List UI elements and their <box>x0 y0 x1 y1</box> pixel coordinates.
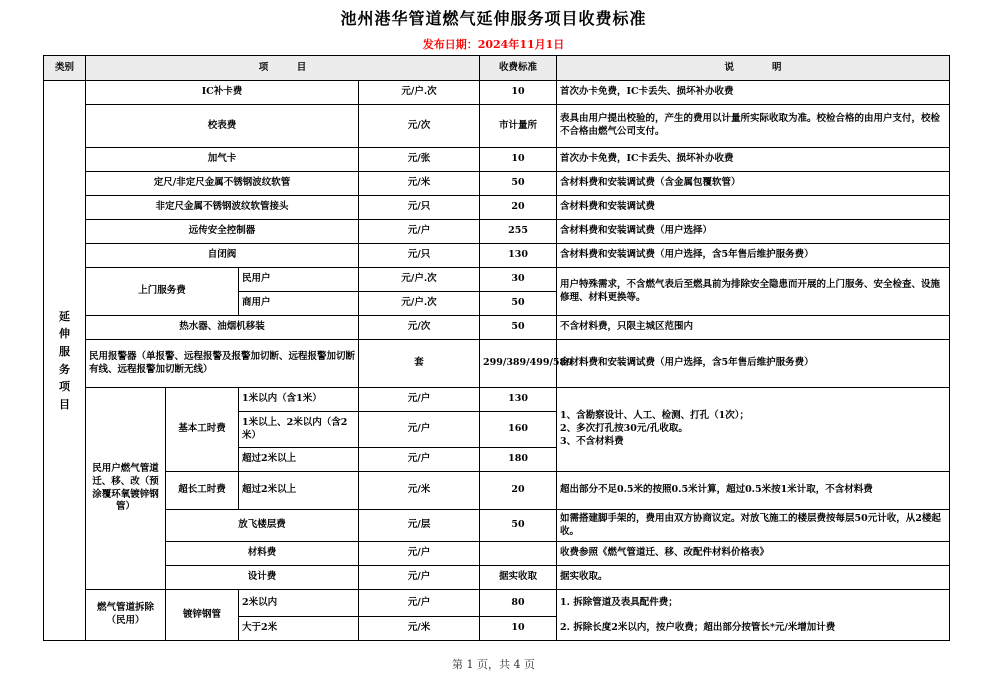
subitem-cell: 商用户 <box>239 292 359 316</box>
unit-cell: 元/层 <box>359 510 480 542</box>
item-cell: 校表费 <box>86 105 359 148</box>
table-row <box>44 566 950 590</box>
header-fee: 收费标准 <box>480 56 557 81</box>
fee-cell: 20 <box>480 472 557 510</box>
desc-cell: 首次办卡免费，IC卡丢失、损坏补办收费 <box>557 81 950 105</box>
table-row <box>44 148 950 172</box>
header-category: 类别 <box>44 56 86 81</box>
fee-cell: 50 <box>480 292 557 316</box>
header-desc: 说 明 <box>557 56 950 81</box>
fee-cell: 80 <box>480 590 557 617</box>
fee-cell: 据实收取 <box>480 566 557 590</box>
unit-cell: 元/户.次 <box>359 81 480 105</box>
fee-cell: 10 <box>480 148 557 172</box>
unit-cell: 元/户 <box>359 412 480 448</box>
unit-cell: 元/只 <box>359 196 480 220</box>
subgroup-cell: 基本工时费 <box>166 388 239 472</box>
desc-cell: 含材料费和安装调试费 <box>557 196 950 220</box>
unit-cell: 元/只 <box>359 244 480 268</box>
unit-cell: 元/户 <box>359 542 480 566</box>
desc-cell: 用户特殊需求，不含燃气表后至燃具前为排除安全隐患而开展的上门服务、安全检查、设施修理、材料更换等。 <box>557 268 950 316</box>
item-cell: IC补卡费 <box>86 81 359 105</box>
group-cell: 燃气管道拆除（民用） <box>86 590 166 641</box>
fee-table <box>43 55 950 641</box>
item-cell: 自闭阀 <box>86 244 359 268</box>
fee-cell: 160 <box>480 412 557 448</box>
range-cell: 大于2米 <box>239 617 359 641</box>
item-cell: 民用报警器（单报警、远程报警及报警加切断、远程报警加切断有线、远程报警加切断无线） <box>86 340 359 388</box>
table-row <box>44 172 950 196</box>
desc-cell: 超出部分不足0.5米的按照0.5米计算，超过0.5米按1米计取，不含材料费 <box>557 472 950 510</box>
item-cell: 定尺/非定尺金属不锈钢波纹软管 <box>86 172 359 196</box>
page-footer: 第 1 页，共 4 页 <box>452 658 535 671</box>
desc-cell: 首次办卡免费，IC卡丢失、损坏补办收费 <box>557 148 950 172</box>
subgroup-cell: 超长工时费 <box>166 472 239 510</box>
item-cell: 远传安全控制器 <box>86 220 359 244</box>
unit-cell: 元/米 <box>359 617 480 641</box>
range-cell: 1米以上、2米以内（含2米） <box>239 412 359 448</box>
desc-cell: 如需搭建脚手架的，费用由双方协商议定。对放飞施工的楼层费按每层50元计收，从2楼起收。 <box>557 510 950 542</box>
fee-cell: 50 <box>480 316 557 340</box>
unit-cell: 元/户 <box>359 448 480 472</box>
range-cell: 超过2米以上 <box>239 472 359 510</box>
item-cell: 材料费 <box>166 542 359 566</box>
fee-cell: 10 <box>480 617 557 641</box>
item-cell: 放飞楼层费 <box>166 510 359 542</box>
range-cell: 超过2米以上 <box>239 448 359 472</box>
unit-cell: 套 <box>359 340 480 388</box>
unit-cell: 元/户 <box>359 220 480 244</box>
unit-cell: 元/次 <box>359 105 480 148</box>
header-item: 项 目 <box>86 56 480 81</box>
item-cell: 上门服务费 <box>86 268 239 316</box>
desc-cell: 不含材料费，只限主城区范围内 <box>557 316 950 340</box>
fee-cell: 130 <box>480 388 557 412</box>
category-label: 延伸服务项目 <box>59 309 70 411</box>
desc-cell: 1、含勘察设计、人工、检测、打孔（1次）； 2、多次打孔按30元/孔收取。 3、不含材料费 <box>557 388 950 472</box>
table-row <box>44 388 950 412</box>
fee-cell: 299/389/499/589 <box>480 340 557 388</box>
desc-cell: 含材料费和安装调试费（用户选择，含5年售后维护服务费） <box>557 244 950 268</box>
subitem-cell: 民用户 <box>239 268 359 292</box>
item-cell: 非定尺金属不锈钢波纹软管接头 <box>86 196 359 220</box>
unit-cell: 元/户 <box>359 590 480 617</box>
table-row <box>44 81 950 105</box>
table-row <box>44 196 950 220</box>
table-row <box>44 542 950 566</box>
fee-cell: 255 <box>480 220 557 244</box>
desc-cell: 1. 拆除管道及表具配件费； <box>557 590 950 617</box>
fee-cell: 50 <box>480 510 557 542</box>
item-cell: 热水器、油烟机移装 <box>86 316 359 340</box>
fee-cell: 50 <box>480 172 557 196</box>
unit-cell: 元/户.次 <box>359 292 480 316</box>
fee-cell: 30 <box>480 268 557 292</box>
table-row <box>44 472 950 510</box>
fee-cell: 20 <box>480 196 557 220</box>
table-row <box>44 510 950 542</box>
range-cell: 2米以内 <box>239 590 359 617</box>
table-row <box>44 340 950 388</box>
desc-cell: 含材料费和安装调试费（用户选择） <box>557 220 950 244</box>
unit-cell: 元/米 <box>359 172 480 196</box>
fee-cell: 180 <box>480 448 557 472</box>
unit-cell: 元/户.次 <box>359 268 480 292</box>
desc-cell: 2. 拆除长度2米以内，按户收费；超出部分按管长*元/米增加计费 <box>557 617 950 641</box>
category-cell <box>44 81 86 641</box>
desc-cell: 含材料费和安装调试费（含金属包覆软管） <box>557 172 950 196</box>
fee-cell: 市计量所 <box>480 105 557 148</box>
item-cell: 设计费 <box>166 566 359 590</box>
table-row <box>44 105 950 148</box>
unit-cell: 元/张 <box>359 148 480 172</box>
fee-cell: 130 <box>480 244 557 268</box>
table-row <box>44 244 950 268</box>
group-cell: 民用户燃气管道迁、移、改（预涂覆环氧镀锌钢管） <box>86 388 166 590</box>
table-row <box>44 220 950 244</box>
table-row <box>44 268 950 292</box>
unit-cell: 元/米 <box>359 472 480 510</box>
item-cell: 加气卡 <box>86 148 359 172</box>
subgroup-cell: 镀锌钢管 <box>166 590 239 641</box>
unit-cell: 元/户 <box>359 388 480 412</box>
unit-cell: 元/次 <box>359 316 480 340</box>
desc-cell: 表具由用户提出校验的，产生的费用以计量所实际收取为准。校检合格的由用户支付，校检不合格由燃气公司支付。 <box>557 105 950 148</box>
table-row <box>44 590 950 617</box>
fee-cell <box>480 542 557 566</box>
unit-cell: 元/户 <box>359 566 480 590</box>
fee-cell: 10 <box>480 81 557 105</box>
desc-cell: 含材料费和安装调试费（用户选择，含5年售后维护服务费） <box>557 340 950 388</box>
page-title: 池州港华管道燃气延伸服务项目收费标准 <box>340 9 647 28</box>
desc-cell: 收费参照《燃气管道迁、移、改配件材料价格表》 <box>557 542 950 566</box>
table-row <box>44 316 950 340</box>
range-cell: 1米以内（含1米） <box>239 388 359 412</box>
table-header-row <box>44 56 950 81</box>
publish-date: 发布日期：2024年11月1日 <box>422 38 565 51</box>
desc-cell: 据实收取。 <box>557 566 950 590</box>
